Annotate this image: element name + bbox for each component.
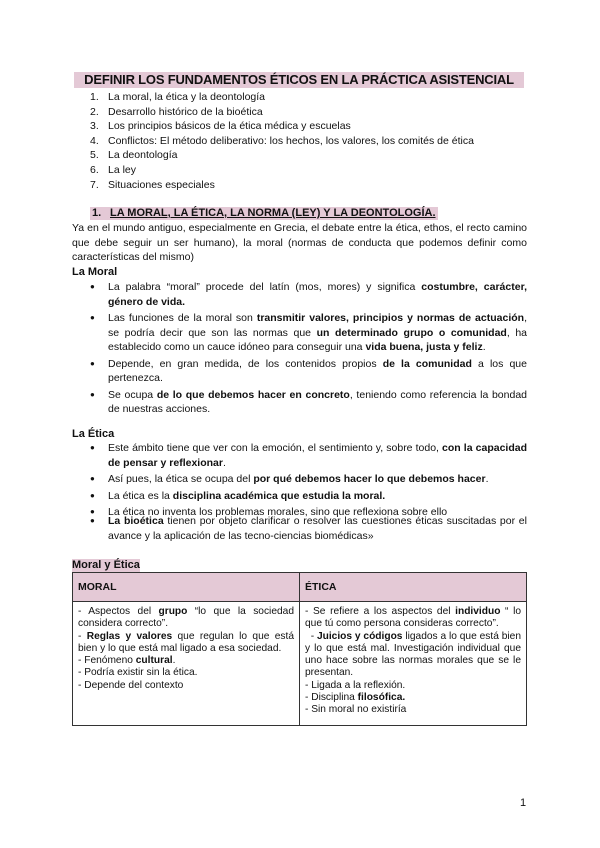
list-item: ● La ética es la disciplina académica que estudia la moral. — [90, 489, 527, 504]
moral-heading: La Moral — [72, 266, 118, 278]
list-item: ● La bioética tienen por objeto clarificar o resolver las cuestiones éticas suscitadas por el avance y la aplicación de las tecno-ciencias biomédicas» — [90, 514, 527, 543]
section-1-intro: Ya en el mundo antiguo, especialmente en Grecia, el debate entre la ética, ethos, el recto camino que debe seguir un ser humano), la moral (normas de conducta que podemos definir como características del mismo) — [72, 222, 527, 263]
table-of-contents — [90, 90, 474, 192]
list-item: ● Las funciones de la moral son transmitir valores, principios y normas de actuación, se podría decir que son las normas que un determinado grupo o comunidad, ha establecido como un cauce idóneo para conseguir una vida buena, justa y feliz. — [90, 311, 527, 355]
list-item: ● Se ocupa de lo que debemos hacer en concreto, teniendo como referencia la bondad de nuestras acciones. — [90, 388, 527, 417]
moral-list — [90, 280, 527, 419]
toc-item: 2. Desarrollo histórico de la bioética — [90, 105, 263, 118]
moral-cell: - Aspectos del grupo “lo que la sociedad considera correcto”. - Reglas y valores que regulan lo que está bien y lo que está mal ligado a esa sociedad. - Fenómeno cultural. - Podría existir sin la ética. - Depende del contexto — [73, 602, 300, 726]
toc-item: 5. La deontología — [90, 149, 178, 162]
toc-item: 7. Situaciones especiales — [90, 178, 215, 191]
header-etica: ÉTICA — [300, 573, 527, 602]
header-moral: MORAL — [73, 573, 300, 602]
toc-item: 6. La ley — [90, 163, 137, 176]
toc-item: 3. Los principios básicos de la ética médica y escuelas — [90, 120, 351, 133]
list-item: ● Así pues, la ética se ocupa del por qué debemos hacer lo que debemos hacer. — [90, 472, 527, 487]
moral-etica-table — [72, 572, 527, 726]
list-item: ● Depende, en gran medida, de los contenidos propios de la comunidad a los que pertenezca. — [90, 357, 527, 386]
etica-list-last — [90, 514, 527, 545]
table-header-row — [73, 573, 527, 602]
etica-heading: La Ética — [72, 428, 115, 440]
etica-cell: - Se refiere a los aspectos del individuo “ lo que tú como persona consideras correcto”. - Juicios y códigos ligados a lo que está bien y lo que está mal. Investigación individual que uno hace sobre las normas morales que se le presentan. - Ligada a la reflexión. - Disciplina filosófica. - Sin moral no existiría — [300, 602, 527, 726]
table-row — [73, 602, 527, 726]
list-item: ● La palabra “moral” procede del latín (mos, mores) y significa costumbre, carácter, género de vida. — [90, 280, 527, 309]
etica-list — [90, 441, 527, 522]
document-title: DEFINIR LOS FUNDAMENTOS ÉTICOS EN LA PRÁCTICA ASISTENCIAL — [74, 72, 524, 88]
list-item: ● Este ámbito tiene que ver con la emoción, el sentimiento y, sobre todo, con la capacidad de pensar y reflexionar. — [90, 441, 527, 470]
page-number: 1 — [520, 797, 527, 809]
list-item: ● La ética no inventa los problemas morales, sino que reflexiona sobre ello — [90, 505, 527, 520]
toc-item: 4. Conflictos: El método deliberativo: los hechos, los valores, los comités de ética — [90, 134, 474, 147]
section-1-heading: 1. LA MORAL, LA ÉTICA, LA NORMA (LEY) Y LA DEONTOLOGÍA. — [92, 207, 436, 219]
table-caption: Moral y Ética — [72, 559, 140, 571]
toc-item: 1. La moral, la ética y la deontología — [90, 91, 266, 103]
